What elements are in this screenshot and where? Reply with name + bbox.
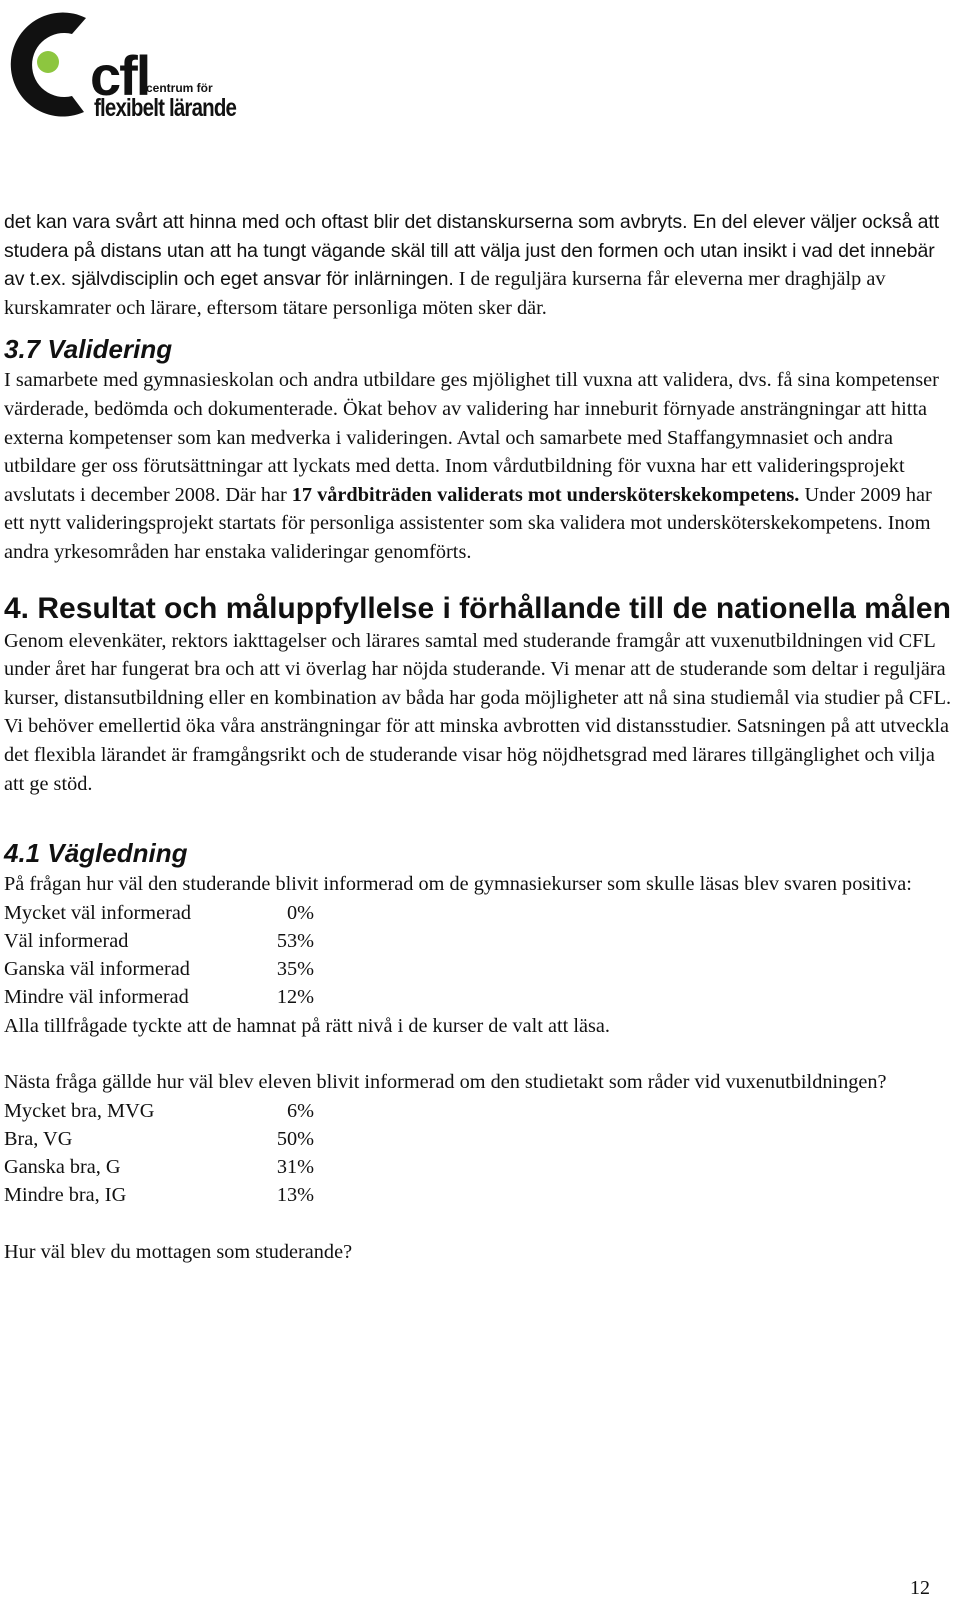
answer-label: Mindre bra, IG bbox=[4, 1184, 127, 1207]
answer-value: 53% bbox=[276, 929, 314, 952]
question-2: Nästa fråga gällde hur väl blev eleven blivit informerad om den studietakt som råder vid vuxenutbildningen? bbox=[4, 1071, 887, 1094]
answer-label: Mindre väl informerad bbox=[4, 986, 189, 1009]
answer-row bbox=[4, 1097, 954, 1125]
intro-serif-text: I de reguljära kurserna får eleverna mer draghjälp av kurskamrater och lärare, eftersom tätare personliga möten sker där. bbox=[4, 268, 886, 319]
answers-2-list bbox=[4, 1097, 954, 1210]
section-3-7-heading: 3.7 Validering bbox=[4, 334, 173, 365]
answer-value: 12% bbox=[276, 986, 314, 1009]
section-3-7-text-after: Under 2009 har ett nytt valideringsprojekt startats för personliga assistenter som ska validera mot undersköterskekompetens. Inom andra yrkesområden har enstaka valideringar genomförts. bbox=[4, 483, 932, 563]
section-3-7-bold-text: 17 vårdbiträden validerats mot undersköterskekompetens. bbox=[291, 483, 800, 506]
answer-value: 35% bbox=[276, 958, 314, 981]
answers-1-list bbox=[4, 899, 954, 1012]
answer-label: Ganska väl informerad bbox=[4, 958, 190, 981]
answer-row bbox=[4, 1125, 954, 1153]
answer-row bbox=[4, 1181, 954, 1209]
answer-label: Mycket väl informerad bbox=[4, 901, 191, 924]
logo-subtitle-2: flexibelt lärande bbox=[94, 94, 237, 122]
document-body bbox=[4, 208, 954, 1266]
answer-value: 0% bbox=[286, 901, 314, 924]
answer-label: Bra, VG bbox=[4, 1127, 73, 1150]
answer-value: 31% bbox=[276, 1156, 314, 1179]
summary-1: Alla tillfrågade tyckte att de hamnat på rätt nivå i de kurser de valt att läsa. bbox=[4, 1014, 610, 1037]
answer-row bbox=[4, 1153, 954, 1181]
intro-paragraph bbox=[4, 208, 954, 322]
page-number: 12 bbox=[910, 1577, 930, 1599]
intro-sans-text: det kan vara svårt att hinna med och oftast blir det distanskurserna som avbryts. En del elever väljer också att studera på distans utan att ha tungt vägande skäl till att välja just den formen och utan insikt i vad det innebär av t.ex. självdisciplin och eget ansvar för inlärningen. bbox=[4, 211, 940, 291]
answer-label: Ganska bra, G bbox=[4, 1156, 121, 1179]
logo-brand-text: cfl bbox=[90, 44, 150, 107]
answer-label: Väl informerad bbox=[4, 929, 129, 952]
answer-row bbox=[4, 955, 954, 983]
question-1: På frågan hur väl den studerande blivit informerad om de gymnasiekurser som skulle läsas blev svaren positiva: bbox=[4, 873, 912, 896]
section-4-1-heading: 4.1 Vägledning bbox=[4, 838, 188, 869]
logo-subtitle-1: centrum för bbox=[146, 81, 213, 95]
section-4-paragraph: Genom elevenkäter, rektors iakttagelser och lärares samtal med studerande framgår att vuxenutbildningen vid CFL under året har fungerat bra och att vi överlag har nöjda studerande. Vi menar att de studerande som deltar i reguljära kurser, distansutbildning eller en kombination av båda har goda möjligheter att nå sina studiemål via studier på CFL. Vi behöver emellertid öka våra ansträngningar för att minska avbrotten vid distansstudier. Satsningen på att utveckla det flexibla lärandet är framgångsrikt och de studerande visar hög nöjdhetsgrad med lärares tillgänglighet och vilja att ge stöd. bbox=[4, 629, 952, 795]
answer-label: Mycket bra, MVG bbox=[4, 1099, 155, 1122]
answer-value: 13% bbox=[276, 1184, 314, 1207]
answer-row bbox=[4, 899, 954, 927]
section-3-7-text-before: I samarbete med gymnasieskolan och andra utbildare ges mjölighet till vuxna att validera, dvs. få sina kompetenser värderade, bedömda och dokumenterade. Ökat behov av validering har inneburit förnyade ansträngningar att hitta externa kompetenser som kan medverka i valideringen. Avtal och samarbete med Staffangymnasiet och andra utbildare ger oss förutsättningar att lyckats med detta. Inom vårdutbildning för vuxna har ett valideringsprojekt avslutats i december 2008. Där har bbox=[4, 369, 939, 506]
section-3-7-paragraph bbox=[4, 366, 954, 566]
cfl-logo bbox=[0, 0, 270, 130]
question-3: Hur väl blev du mottagen som studerande? bbox=[4, 1240, 353, 1263]
section-4-heading: 4. Resultat och måluppfyllelse i förhållande till de nationella målen bbox=[4, 591, 951, 625]
answer-value: 50% bbox=[276, 1127, 314, 1150]
answer-row bbox=[4, 927, 954, 955]
answer-value: 6% bbox=[286, 1099, 314, 1122]
answer-row bbox=[4, 983, 954, 1011]
